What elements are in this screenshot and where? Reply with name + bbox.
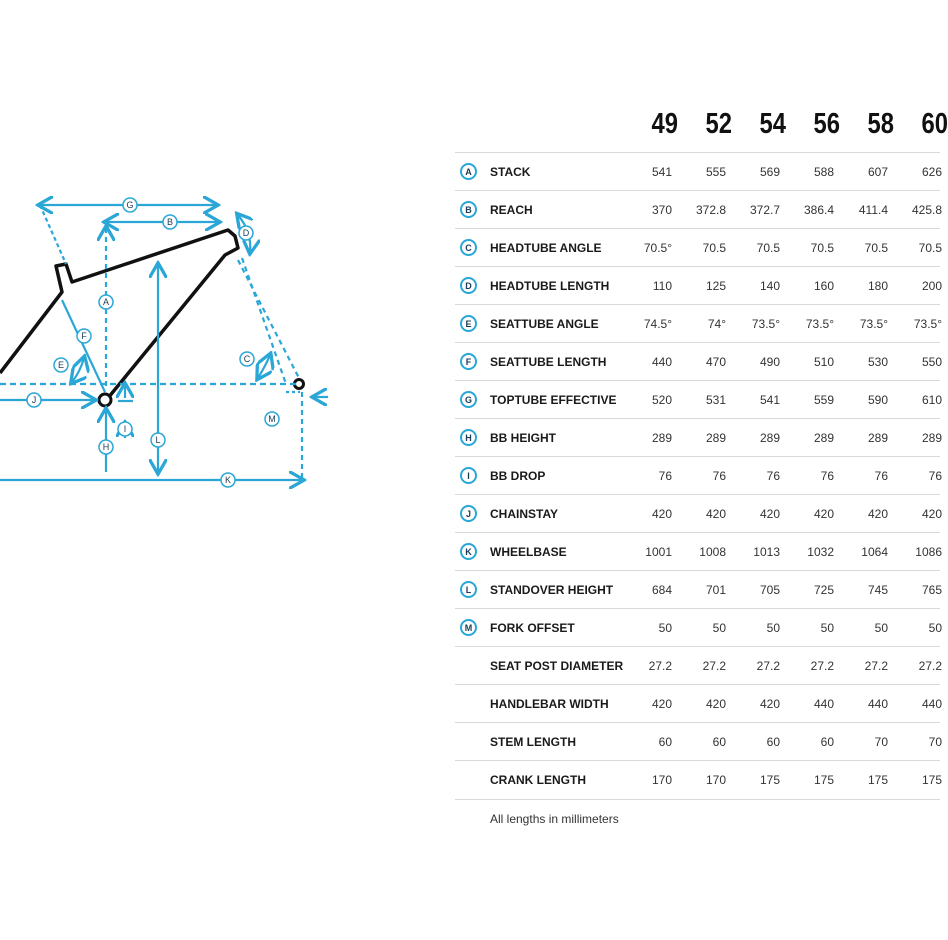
diagram-label-i: I [123, 424, 127, 434]
table-row [455, 456, 940, 495]
row-value-size-58: 180 [867, 279, 888, 293]
row-value-size-49: 440 [651, 355, 672, 369]
diagram-badge-h [99, 440, 113, 454]
row-value-size-52: 27.2 [702, 659, 726, 673]
diagram-label-k: K [224, 475, 232, 485]
diagram-badge-i [118, 422, 132, 436]
row-value-size-60: 1086 [915, 545, 942, 559]
table-row [455, 152, 940, 191]
row-value-size-52: 50 [712, 621, 726, 635]
table-row [455, 532, 940, 571]
row-value-size-56: 588 [813, 165, 834, 179]
row-value-size-56: 73.5° [805, 317, 834, 331]
row-value-size-58: 590 [867, 393, 888, 407]
diagram-label-h: H [102, 442, 110, 452]
row-value-size-54: 569 [759, 165, 780, 179]
row-value-size-56: 1032 [807, 545, 834, 559]
row-value-size-60: 440 [921, 697, 942, 711]
row-value-size-49: 684 [651, 583, 672, 597]
row-value-size-58: 420 [867, 507, 888, 521]
size-header-60: 60 [921, 108, 948, 140]
size-header-58: 58 [867, 108, 894, 140]
table-row [455, 304, 940, 343]
row-value-size-54: 70.5 [756, 241, 780, 255]
row-value-size-52: 60 [712, 735, 726, 749]
row-value-size-58: 440 [867, 697, 888, 711]
row-badge: K [460, 543, 477, 560]
table-row [455, 760, 940, 800]
row-value-size-56: 289 [813, 431, 834, 445]
table-row [455, 494, 940, 533]
row-value-size-56: 175 [813, 773, 834, 787]
row-value-size-52: 125 [705, 279, 726, 293]
row-value-size-58: 289 [867, 431, 888, 445]
diagram-badge-b [163, 215, 177, 229]
diagram-badge-f [77, 329, 91, 343]
geometry-table [455, 0, 948, 940]
row-value-size-52: 470 [705, 355, 726, 369]
row-label: TOPTUBE EFFECTIVE [490, 393, 617, 407]
size-header-52: 52 [705, 108, 732, 140]
row-value-size-52: 420 [705, 507, 726, 521]
row-badge: C [460, 239, 477, 256]
diagram-label-c: C [243, 354, 251, 364]
row-value-size-54: 372.7 [749, 203, 780, 217]
row-value-size-49: 74.5° [643, 317, 672, 331]
row-value-size-52: 701 [705, 583, 726, 597]
table-row [455, 570, 940, 609]
row-value-size-49: 50 [658, 621, 672, 635]
row-value-size-54: 76 [766, 469, 780, 483]
bike-frame [0, 230, 238, 398]
row-value-size-60: 200 [921, 279, 942, 293]
table-row [455, 190, 940, 229]
row-value-size-60: 27.2 [918, 659, 942, 673]
row-value-size-60: 626 [921, 165, 942, 179]
row-value-size-49: 420 [651, 697, 672, 711]
row-label: SEATTUBE LENGTH [490, 355, 607, 369]
row-value-size-54: 420 [759, 697, 780, 711]
table-row [455, 380, 940, 419]
row-value-size-52: 70.5 [702, 241, 726, 255]
row-value-size-49: 289 [651, 431, 672, 445]
row-value-size-54: 541 [759, 393, 780, 407]
row-value-size-58: 73.5° [859, 317, 888, 331]
row-value-size-54: 50 [766, 621, 780, 635]
row-value-size-54: 420 [759, 507, 780, 521]
diagram-label-a: A [102, 297, 110, 307]
row-badge: E [460, 315, 477, 332]
size-header-54: 54 [759, 108, 786, 140]
bottom-bracket-marker [99, 394, 111, 406]
row-value-size-60: 70 [928, 735, 942, 749]
row-value-size-49: 541 [651, 165, 672, 179]
row-value-size-52: 1008 [699, 545, 726, 559]
units-note: All lengths in millimeters [490, 812, 619, 826]
row-value-size-58: 70 [874, 735, 888, 749]
diagram-label-g: G [126, 200, 134, 210]
row-badge: G [460, 391, 477, 408]
row-value-size-54: 27.2 [756, 659, 780, 673]
row-badge: B [460, 201, 477, 218]
row-value-size-54: 175 [759, 773, 780, 787]
row-label: BB HEIGHT [490, 431, 556, 445]
row-value-size-49: 27.2 [648, 659, 672, 673]
row-label: REACH [490, 203, 533, 217]
row-value-size-58: 411.4 [858, 203, 888, 217]
row-label: HEADTUBE ANGLE [490, 241, 602, 255]
row-label: BB DROP [490, 469, 546, 483]
table-row [455, 266, 940, 305]
row-value-size-60: 610 [921, 393, 942, 407]
diagram-badge-g [123, 198, 137, 212]
row-value-size-49: 60 [658, 735, 672, 749]
diagram-label-b: B [166, 217, 174, 227]
row-label: WHEELBASE [490, 545, 567, 559]
row-value-size-54: 289 [759, 431, 780, 445]
row-value-size-60: 50 [928, 621, 942, 635]
row-value-size-56: 160 [813, 279, 834, 293]
row-value-size-58: 27.2 [864, 659, 888, 673]
table-row [455, 684, 940, 723]
row-value-size-56: 27.2 [810, 659, 834, 673]
row-value-size-56: 559 [813, 393, 834, 407]
row-label: CRANK LENGTH [490, 773, 586, 787]
row-label: SEATTUBE ANGLE [490, 317, 599, 331]
row-value-size-58: 70.5 [864, 241, 888, 255]
row-value-size-56: 510 [813, 355, 834, 369]
row-value-size-60: 76 [928, 469, 942, 483]
row-label: STEM LENGTH [490, 735, 576, 749]
row-value-size-58: 175 [867, 773, 888, 787]
row-value-size-49: 370 [651, 203, 672, 217]
row-value-size-56: 70.5 [810, 241, 834, 255]
row-label: HEADTUBE LENGTH [490, 279, 610, 293]
diagram-badge-l [151, 433, 165, 447]
row-value-size-54: 490 [759, 355, 780, 369]
row-value-size-52: 555 [705, 165, 726, 179]
row-value-size-58: 607 [867, 165, 888, 179]
row-badge: F [460, 353, 477, 370]
row-badge: M [460, 619, 477, 636]
row-value-size-56: 440 [813, 697, 834, 711]
row-value-size-60: 550 [921, 355, 942, 369]
table-row [455, 342, 940, 381]
table-row [455, 228, 940, 267]
diagram-label-e: E [57, 360, 65, 370]
row-value-size-52: 170 [705, 773, 726, 787]
row-value-size-60: 425.8 [911, 203, 942, 217]
row-value-size-60: 420 [921, 507, 942, 521]
row-label: SEAT POST DIAMETER [490, 659, 624, 673]
row-value-size-49: 76 [658, 469, 672, 483]
row-value-size-52: 76 [712, 469, 726, 483]
row-value-size-49: 70.5° [643, 241, 672, 255]
row-badge: J [460, 505, 477, 522]
diagram-badge-m [265, 412, 279, 426]
diagram-badge-e [54, 358, 68, 372]
row-value-size-49: 420 [651, 507, 672, 521]
row-value-size-49: 1001 [645, 545, 672, 559]
row-value-size-56: 725 [813, 583, 834, 597]
diagram-badge-a [99, 295, 113, 309]
diagram-label-l: L [155, 435, 161, 445]
diagram-badge-k [221, 473, 235, 487]
row-value-size-56: 50 [820, 621, 834, 635]
diagram-label-m: M [268, 414, 276, 424]
diagram-label-d: D [242, 228, 250, 238]
row-badge: A [460, 163, 477, 180]
diagram-badge-j [27, 393, 41, 407]
table-row [455, 646, 940, 685]
row-value-size-54: 73.5° [751, 317, 780, 331]
table-row [455, 418, 940, 457]
diagram-label-j: J [31, 395, 37, 405]
diagram-badge-c [240, 352, 254, 366]
row-value-size-54: 1013 [753, 545, 780, 559]
row-value-size-60: 70.5 [918, 241, 942, 255]
row-label: STACK [490, 165, 531, 179]
row-value-size-58: 530 [867, 355, 888, 369]
row-value-size-52: 289 [705, 431, 726, 445]
row-label: FORK OFFSET [490, 621, 575, 635]
row-label: STANDOVER HEIGHT [490, 583, 614, 597]
row-value-size-58: 1064 [861, 545, 888, 559]
row-value-size-58: 745 [867, 583, 888, 597]
table-row [455, 722, 940, 761]
row-value-size-58: 76 [874, 469, 888, 483]
table-row [455, 608, 940, 647]
row-value-size-52: 74° [707, 317, 726, 331]
row-value-size-49: 520 [651, 393, 672, 407]
row-value-size-54: 705 [759, 583, 780, 597]
row-badge: L [460, 581, 477, 598]
size-header-56: 56 [813, 108, 840, 140]
row-value-size-52: 372.8 [695, 203, 726, 217]
frame-geometry-diagram [0, 0, 420, 940]
row-label: HANDLEBAR WIDTH [490, 697, 609, 711]
row-badge: H [460, 429, 477, 446]
diagram-badge-d [239, 226, 253, 240]
row-value-size-49: 110 [652, 279, 672, 293]
row-value-size-54: 140 [759, 279, 780, 293]
size-header-49: 49 [651, 108, 678, 140]
row-value-size-56: 60 [820, 735, 834, 749]
row-value-size-60: 289 [921, 431, 942, 445]
row-value-size-49: 170 [651, 773, 672, 787]
row-value-size-60: 175 [921, 773, 942, 787]
row-badge: I [460, 467, 477, 484]
row-label: CHAINSTAY [490, 507, 559, 521]
row-value-size-52: 531 [705, 393, 726, 407]
row-value-size-56: 420 [813, 507, 834, 521]
row-badge: D [460, 277, 477, 294]
row-value-size-58: 50 [874, 621, 888, 635]
row-value-size-52: 420 [705, 697, 726, 711]
row-value-size-60: 73.5° [913, 317, 942, 331]
row-value-size-54: 60 [766, 735, 780, 749]
row-value-size-56: 386.4 [803, 203, 834, 217]
row-value-size-60: 765 [921, 583, 942, 597]
row-value-size-56: 76 [820, 469, 834, 483]
diagram-label-f: F [81, 331, 87, 341]
